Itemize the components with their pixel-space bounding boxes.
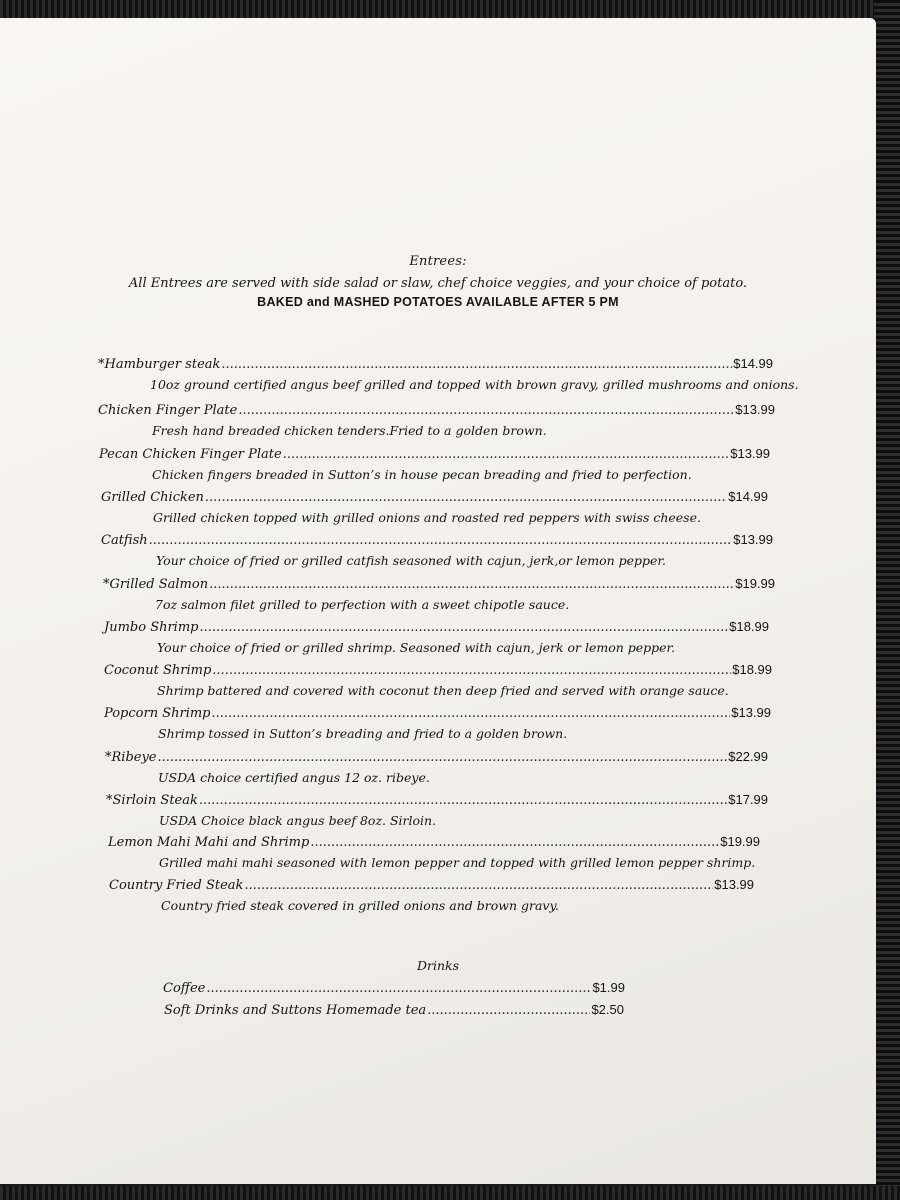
menu-item <box>104 705 771 741</box>
binder-top-edge <box>0 0 900 20</box>
dot-leader <box>149 533 733 548</box>
item-description: USDA Choice black angus beef 8oz. Sirloin. <box>159 813 437 828</box>
item-price: $13.99 <box>731 705 771 720</box>
item-description: Your choice of fried or grilled shrimp. Seasoned with cajun, jerk or lemon pepper. <box>157 640 676 655</box>
item-description: Fresh hand breaded chicken tenders.Fried to a golden brown. <box>152 423 547 438</box>
menu-item <box>104 619 769 655</box>
drink-item <box>163 980 625 996</box>
potato-hours-note: BAKED and MASHED POTATOES AVAILABLE AFTER 5 PM <box>257 295 619 309</box>
item-name: Popcorn Shrimp <box>104 706 211 721</box>
dot-leader <box>427 1003 590 1018</box>
item-description: USDA choice certified angus 12 oz. ribeye. <box>158 770 430 785</box>
item-price: $14.99 <box>733 356 773 371</box>
dot-leader <box>212 706 731 721</box>
menu-item <box>103 576 775 612</box>
item-name: Jumbo Shrimp <box>104 620 199 635</box>
item-name: Country Fried Steak <box>109 878 244 893</box>
drink-name: Coffee <box>163 981 206 996</box>
item-description: Chicken fingers breaded in Sutton’s in house pecan breading and fried to perfection. <box>152 467 692 482</box>
item-name: *Grilled Salmon <box>103 577 209 592</box>
item-description: Shrimp battered and covered with coconut then deep fried and served with orange sauce. <box>157 683 729 698</box>
item-price: $13.99 <box>733 532 773 547</box>
item-name: Coconut Shrimp <box>104 663 212 678</box>
drink-name: Soft Drinks and Suttons Homemade tea <box>164 1003 427 1018</box>
item-name: *Sirloin Steak <box>106 793 198 808</box>
entrees-header <box>0 254 876 309</box>
item-description: 7oz salmon filet grilled to perfection with a sweet chipotle sauce. <box>155 597 570 612</box>
menu-item <box>98 356 799 392</box>
dot-leader <box>199 793 727 808</box>
item-price: $13.99 <box>730 446 770 461</box>
binder-spine <box>874 0 900 1200</box>
menu-item <box>101 532 773 568</box>
item-price: $19.99 <box>720 834 760 849</box>
item-description: Your choice of fried or grilled catfish seasoned with cajun, jerk,or lemon pepper. <box>156 553 666 568</box>
item-price: $22.99 <box>728 749 768 764</box>
menu-item <box>106 792 768 828</box>
dot-leader <box>209 577 734 592</box>
menu-item <box>108 834 760 870</box>
item-price: $17.99 <box>728 792 768 807</box>
item-name: Chicken Finger Plate <box>98 403 238 418</box>
dot-leader <box>310 835 719 850</box>
dot-leader <box>212 663 731 678</box>
item-description: Country fried steak covered in grilled onions and brown gravy. <box>161 898 559 913</box>
drinks-title: Drinks <box>416 958 460 973</box>
menu-item <box>98 402 775 438</box>
menu-item <box>105 749 768 785</box>
binder-bottom-edge <box>0 1186 900 1200</box>
dot-leader <box>244 878 713 893</box>
entrees-note: All Entrees are served with side salad or slaw, chef choice veggies, and your choice of potato. <box>128 276 748 291</box>
item-description: Grilled chicken topped with grilled onions and roasted red peppers with swiss cheese. <box>153 510 701 525</box>
entrees-title: Entrees: <box>409 254 467 269</box>
item-price: $19.99 <box>735 576 775 591</box>
item-description: Shrimp tossed in Sutton’s breading and fried to a golden brown. <box>158 726 568 741</box>
dot-leader <box>200 620 729 635</box>
dot-leader <box>221 357 732 372</box>
dot-leader <box>158 750 728 765</box>
dot-leader <box>283 447 730 462</box>
item-name: *Ribeye <box>105 750 157 765</box>
item-name: Pecan Chicken Finger Plate <box>99 447 282 462</box>
item-price: $18.99 <box>732 662 772 677</box>
dot-leader <box>205 490 727 505</box>
item-price: $13.99 <box>735 402 775 417</box>
item-price: $14.99 <box>728 489 768 504</box>
menu-item <box>101 489 768 525</box>
item-price: $13.99 <box>714 877 754 892</box>
item-name: *Hamburger steak <box>98 357 221 372</box>
dot-leader <box>238 403 734 418</box>
menu-item <box>109 877 754 913</box>
item-name: Lemon Mahi Mahi and Shrimp <box>108 835 310 850</box>
drink-price: $1.99 <box>592 980 625 995</box>
item-price: $18.99 <box>729 619 769 634</box>
item-description: Grilled mahi mahi seasoned with lemon pepper and topped with grilled lemon pepper shrimp. <box>159 855 756 870</box>
dot-leader <box>206 981 591 996</box>
menu-item <box>99 446 770 482</box>
item-description: 10oz ground certified angus beef grilled and topped with brown gravy, grilled mushrooms and onions. <box>150 377 799 392</box>
drink-price: $2.50 <box>591 1002 624 1017</box>
menu-page <box>0 18 876 1184</box>
item-name: Catfish <box>101 533 148 548</box>
item-name: Grilled Chicken <box>101 490 204 505</box>
menu-item <box>104 662 772 698</box>
drink-item <box>164 1002 624 1018</box>
